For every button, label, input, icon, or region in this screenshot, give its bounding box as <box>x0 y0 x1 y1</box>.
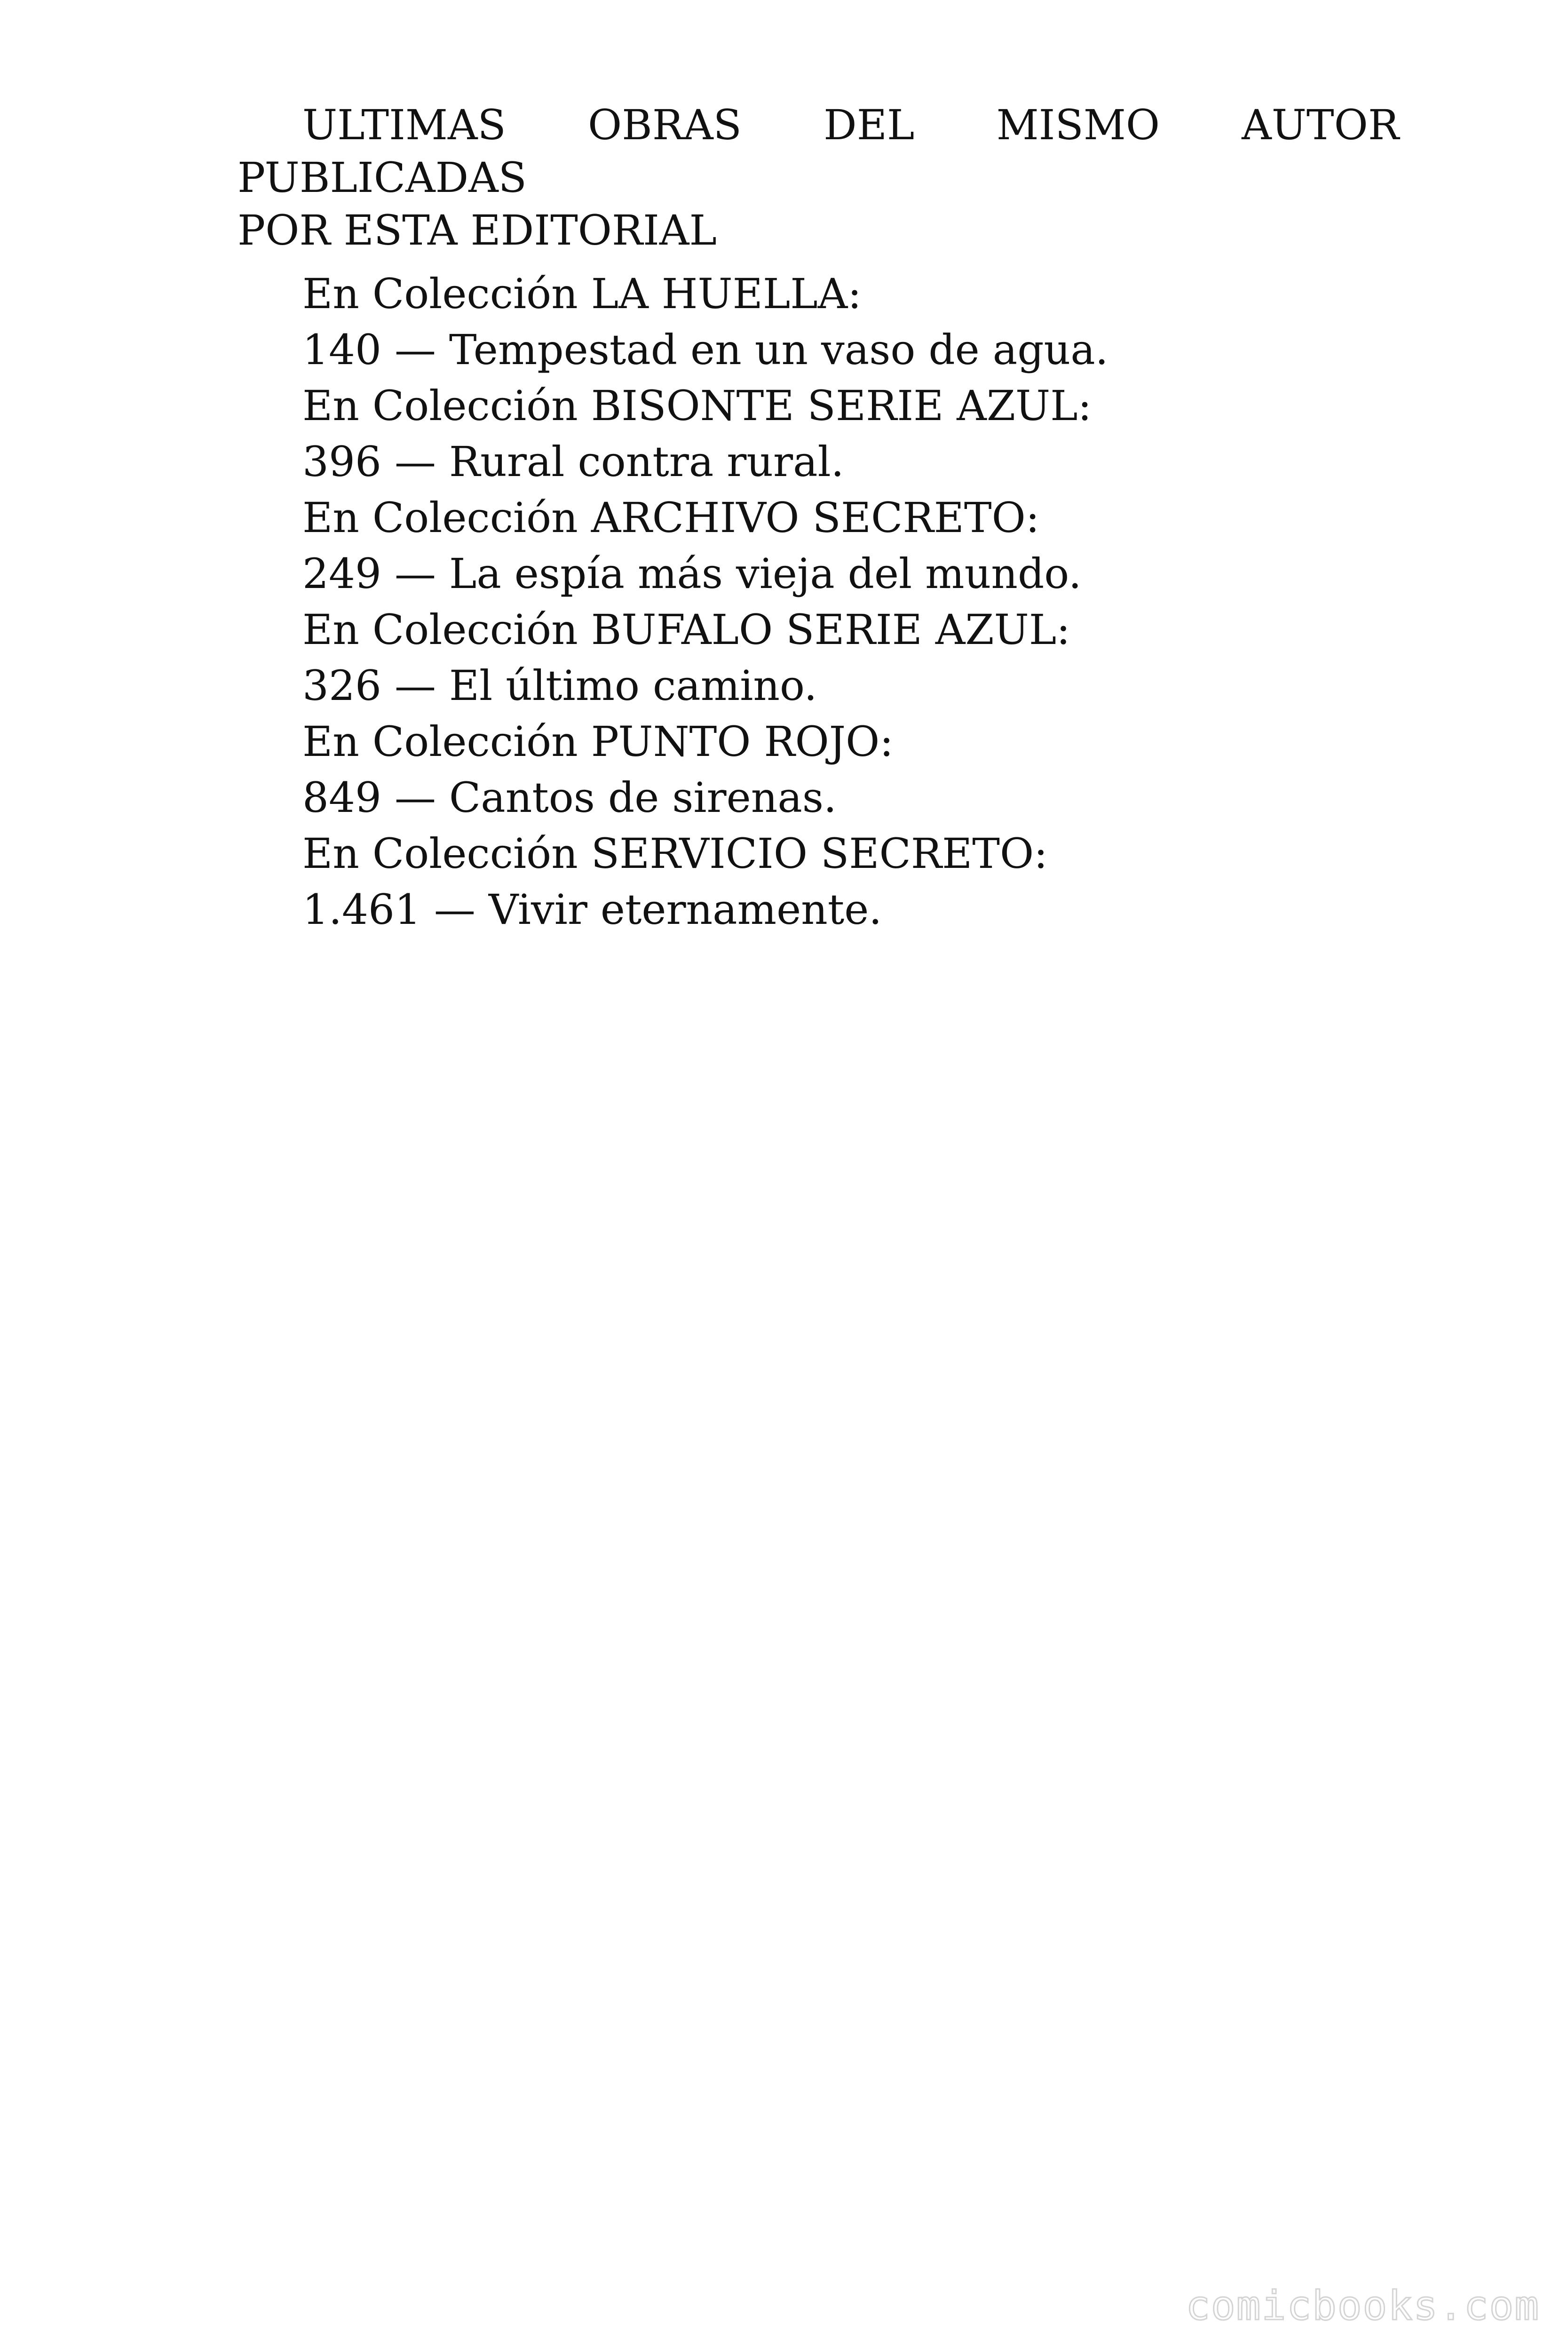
collection-label: En Colección ARCHIVO SECRETO: <box>302 493 1040 542</box>
work-title: 140 — Tempestad en un vaso de agua. <box>302 326 1109 374</box>
heading-line-1: ULTIMAS OBRAS DEL MISMO AUTOR PUBLICADAS <box>238 101 1399 202</box>
work-title: 249 — La espía más vieja del mundo. <box>302 549 1082 598</box>
page-heading <box>238 99 1399 257</box>
works-list <box>302 266 1431 938</box>
collection-label: En Colección LA HUELLA: <box>302 270 862 318</box>
heading-line-2: POR ESTA EDITORIAL <box>238 206 717 254</box>
collection-label: En Colección BISONTE SERIE AZUL: <box>302 381 1092 430</box>
collection-label: En Colección PUNTO ROJO: <box>302 717 894 766</box>
collection-label: En Colección SERVICIO SECRETO: <box>302 829 1048 878</box>
work-title: 1.461 — Vivir eternamente. <box>302 885 882 934</box>
watermark-text: comicbooks.com <box>1186 2282 1540 2329</box>
work-title: 396 — Rural contra rural. <box>302 437 844 486</box>
collection-label: En Colección BUFALO SERIE AZUL: <box>302 605 1070 654</box>
work-title: 849 — Cantos de sirenas. <box>302 773 837 822</box>
work-title: 326 — El último camino. <box>302 661 817 710</box>
